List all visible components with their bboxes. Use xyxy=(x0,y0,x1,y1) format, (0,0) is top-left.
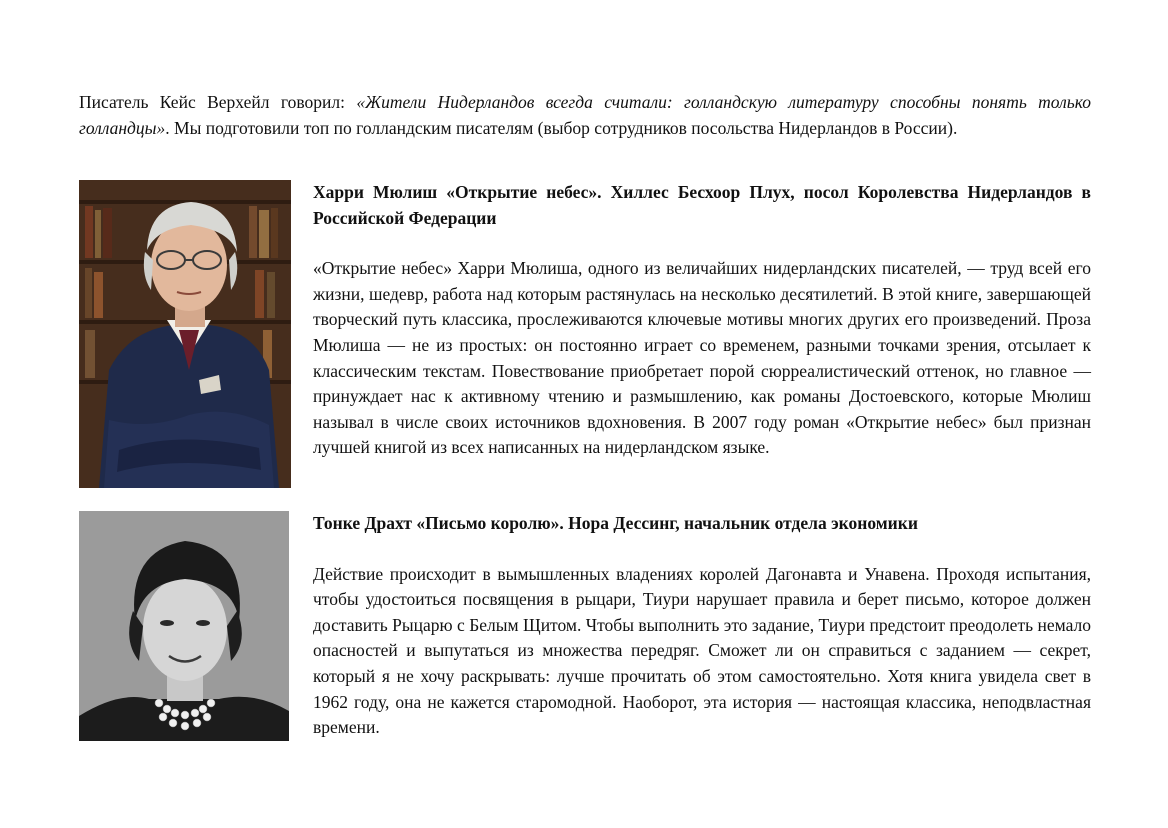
intro-suffix: . Мы подготовили топ по голландским писателям (выбор сотрудников посольства Нидерландов в России). xyxy=(165,117,958,138)
author-photo-mulisch xyxy=(79,180,291,488)
entry-heading: Тонке Драхт «Письмо королю». Нора Дессинг, начальник отдела экономики xyxy=(313,513,918,533)
intro-prefix: Писатель Кейс Верхейл говорил: xyxy=(79,92,357,112)
entry-body: Действие происходит в вымышленных владениях королей Дагонавта и Унавена. Проходя испытания, чтобы удостоиться посвящения в рыцари, Тиури нарушает правила и берет письмо, которое должен доставить Рыцарю с Белым Щитом. Чтобы выполнить это задание, Тиури предстоит преодолеть немало опасностей и выпутаться из множества передряг. Сможет ли он справиться с заданием — секрет, который я не хочу раскрывать: лучше прочитать об этом самостоятельно. Хотя книга увидела свет в 1962 году, она не кажется старомодной. Наоборот, эта история — настоящая классика, неподвластная времени. xyxy=(313,563,1091,738)
entry-heading: Харри Мюлиш «Открытие небес». Хиллес Бесхоор Плух, посол Королевства Нидерландов в Российской Федерации xyxy=(313,182,1091,228)
intro-quote: «Жители Нидерландов всегда считали: голландскую литературу способны понять только голландцы» xyxy=(79,92,1091,138)
portrait-image xyxy=(79,511,289,741)
entry-body: «Открытие небес» Харри Мюлиша, одного из величайших нидерландских писателей, — труд всей его жизни, шедевр, работа над которым растянулась на несколько десятилетий. В этой книге, завершающей творческий путь классика, прослеживаются ключевые мотивы многих других его произведений. Проза Мюлиша — не из простых: он постоянно играет со временем, разными точками зрения, отсылает к классическим текстам. Повествование приобретает порой сюрреалистический оттенок, но главное — принуждает нас к активному чтению и размышлению, как романы Достоевского, которые Мюлиш называл в числе своих источников вдохновения. В 2007 году роман «Открытие небес» был признан лучшей книгой из всех написанных на нидерландском языке. xyxy=(313,258,1091,458)
entry-mulisch xyxy=(313,180,1091,461)
author-photo-dragt xyxy=(79,511,289,741)
portrait-image xyxy=(79,180,291,488)
entry-dragt xyxy=(313,511,1091,741)
intro-paragraph xyxy=(79,90,1091,141)
